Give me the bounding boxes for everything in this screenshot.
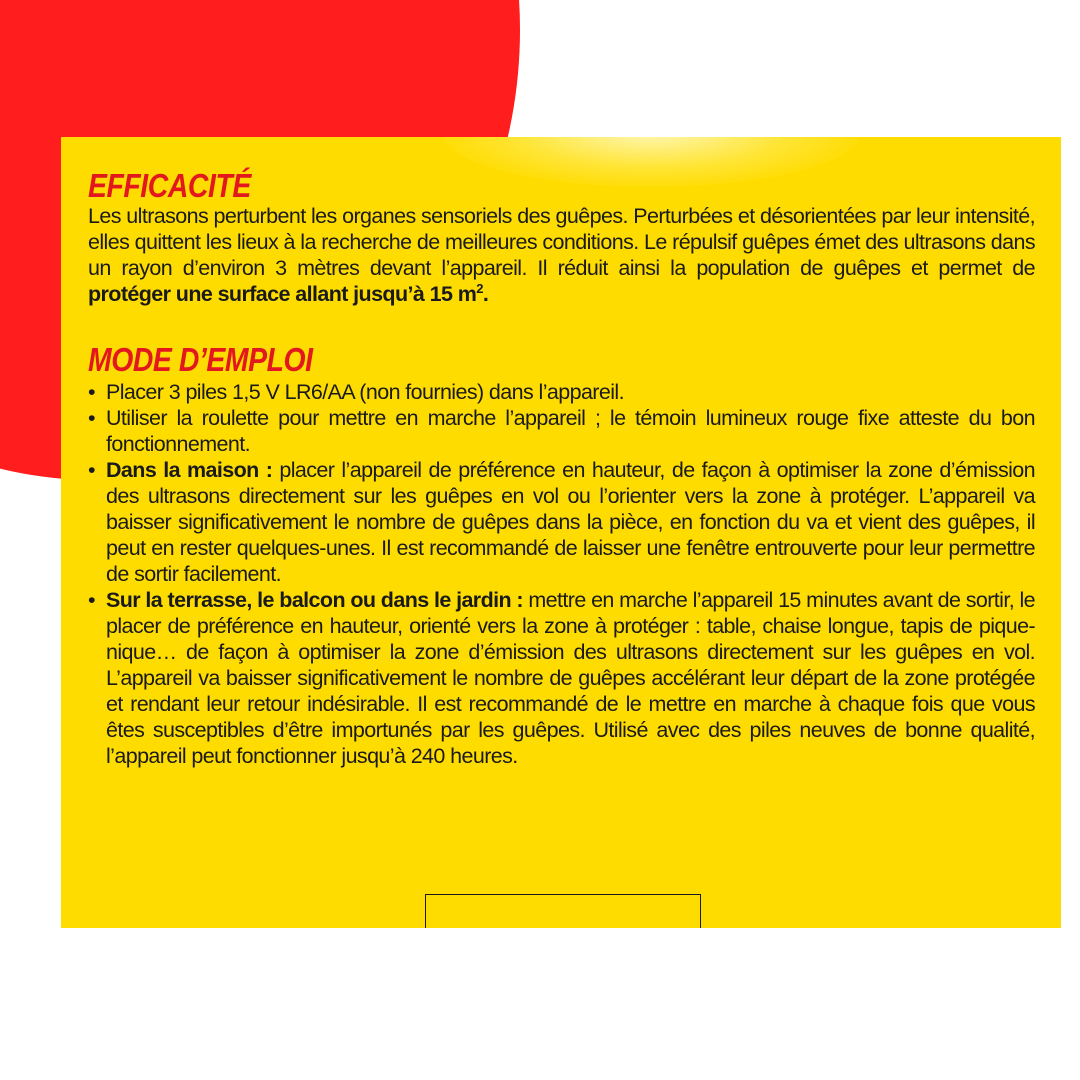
list-item-text: placer l’appareil de préférence en hauteur, de façon à optimiser la zone d’émission des ultrasons directement sur les guêpes en vol ou l’orienter vers la zone à protéger. L’appareil va baisser significativement le nombre de guêpes dans la pièce, en fonction du va et vient des guêpes, il peut en rester quelques-unes. Il est recommandé de laisser une fenêtre entrouverte pour leur permettre de sortir facilement. — [106, 458, 1035, 586]
efficacite-text: Les ultrasons perturbent les organes sensoriels des guêpes. Perturbées et désorientées par leur intensité, elles quittent les lieux à la recherche de meilleures conditions. Le répulsif guêpes émet des ultrasons dans un rayon d’environ 3 mètres devant l’appareil. Il réduit ainsi la population de guêpes et permet de — [88, 204, 1035, 280]
efficacite-heading: EFFICACITÉ — [88, 167, 251, 204]
list-item-bold: Sur la terrasse, le balcon ou dans le jardin : — [106, 588, 523, 612]
list-item-bold: Dans la maison : — [106, 458, 273, 482]
bullet-dot: • — [88, 458, 95, 482]
list-item-text: mettre en marche l’appareil 15 minutes avant de sortir, le placer de préférence en hauteur, orienté vers la zone à protéger : table, chaise longue, tapis de pique-nique… de façon à optimiser la zone d’émission des ultrasons directement sur les guêpes en vol. L’appareil va baisser significativement le nombre de guêpes accélérant leur départ de la zone protégée et rendant leur retour indésirable. Il est recommandé de le mettre en marche à chaque fois que vous êtes susceptibles d’être importunés par les guêpes. Utilisé avec des piles neuves de bonne qualité, l’appareil peut fonctionner jusqu’à 240 heures. — [106, 588, 1035, 768]
section-spacer — [88, 307, 1035, 343]
mode-emploi-list — [88, 379, 1035, 769]
bullet-dot: • — [88, 406, 95, 430]
efficacite-bold-text: protéger une surface allant jusqu’à 15 m — [88, 282, 477, 306]
info-panel — [61, 137, 1061, 928]
bullet-dot: • — [88, 380, 95, 404]
superscript-two: 2 — [476, 280, 483, 296]
bullet-dot: • — [88, 588, 95, 612]
selection-box-outline — [425, 894, 701, 928]
mode-emploi-heading: MODE D’EMPLOI — [88, 341, 313, 378]
efficacite-end: . — [482, 282, 489, 306]
list-item — [88, 457, 1035, 587]
list-item-text: Utiliser la roulette pour mettre en marche l’appareil ; le témoin lumineux rouge fixe atteste du bon fonctionnement. — [106, 406, 1035, 456]
efficacite-paragraph — [88, 203, 1035, 307]
list-item — [88, 587, 1035, 769]
list-item — [88, 405, 1035, 457]
list-item — [88, 379, 1035, 405]
list-item-text: Placer 3 piles 1,5 V LR6/AA (non fournies) dans l’appareil. — [106, 380, 624, 404]
